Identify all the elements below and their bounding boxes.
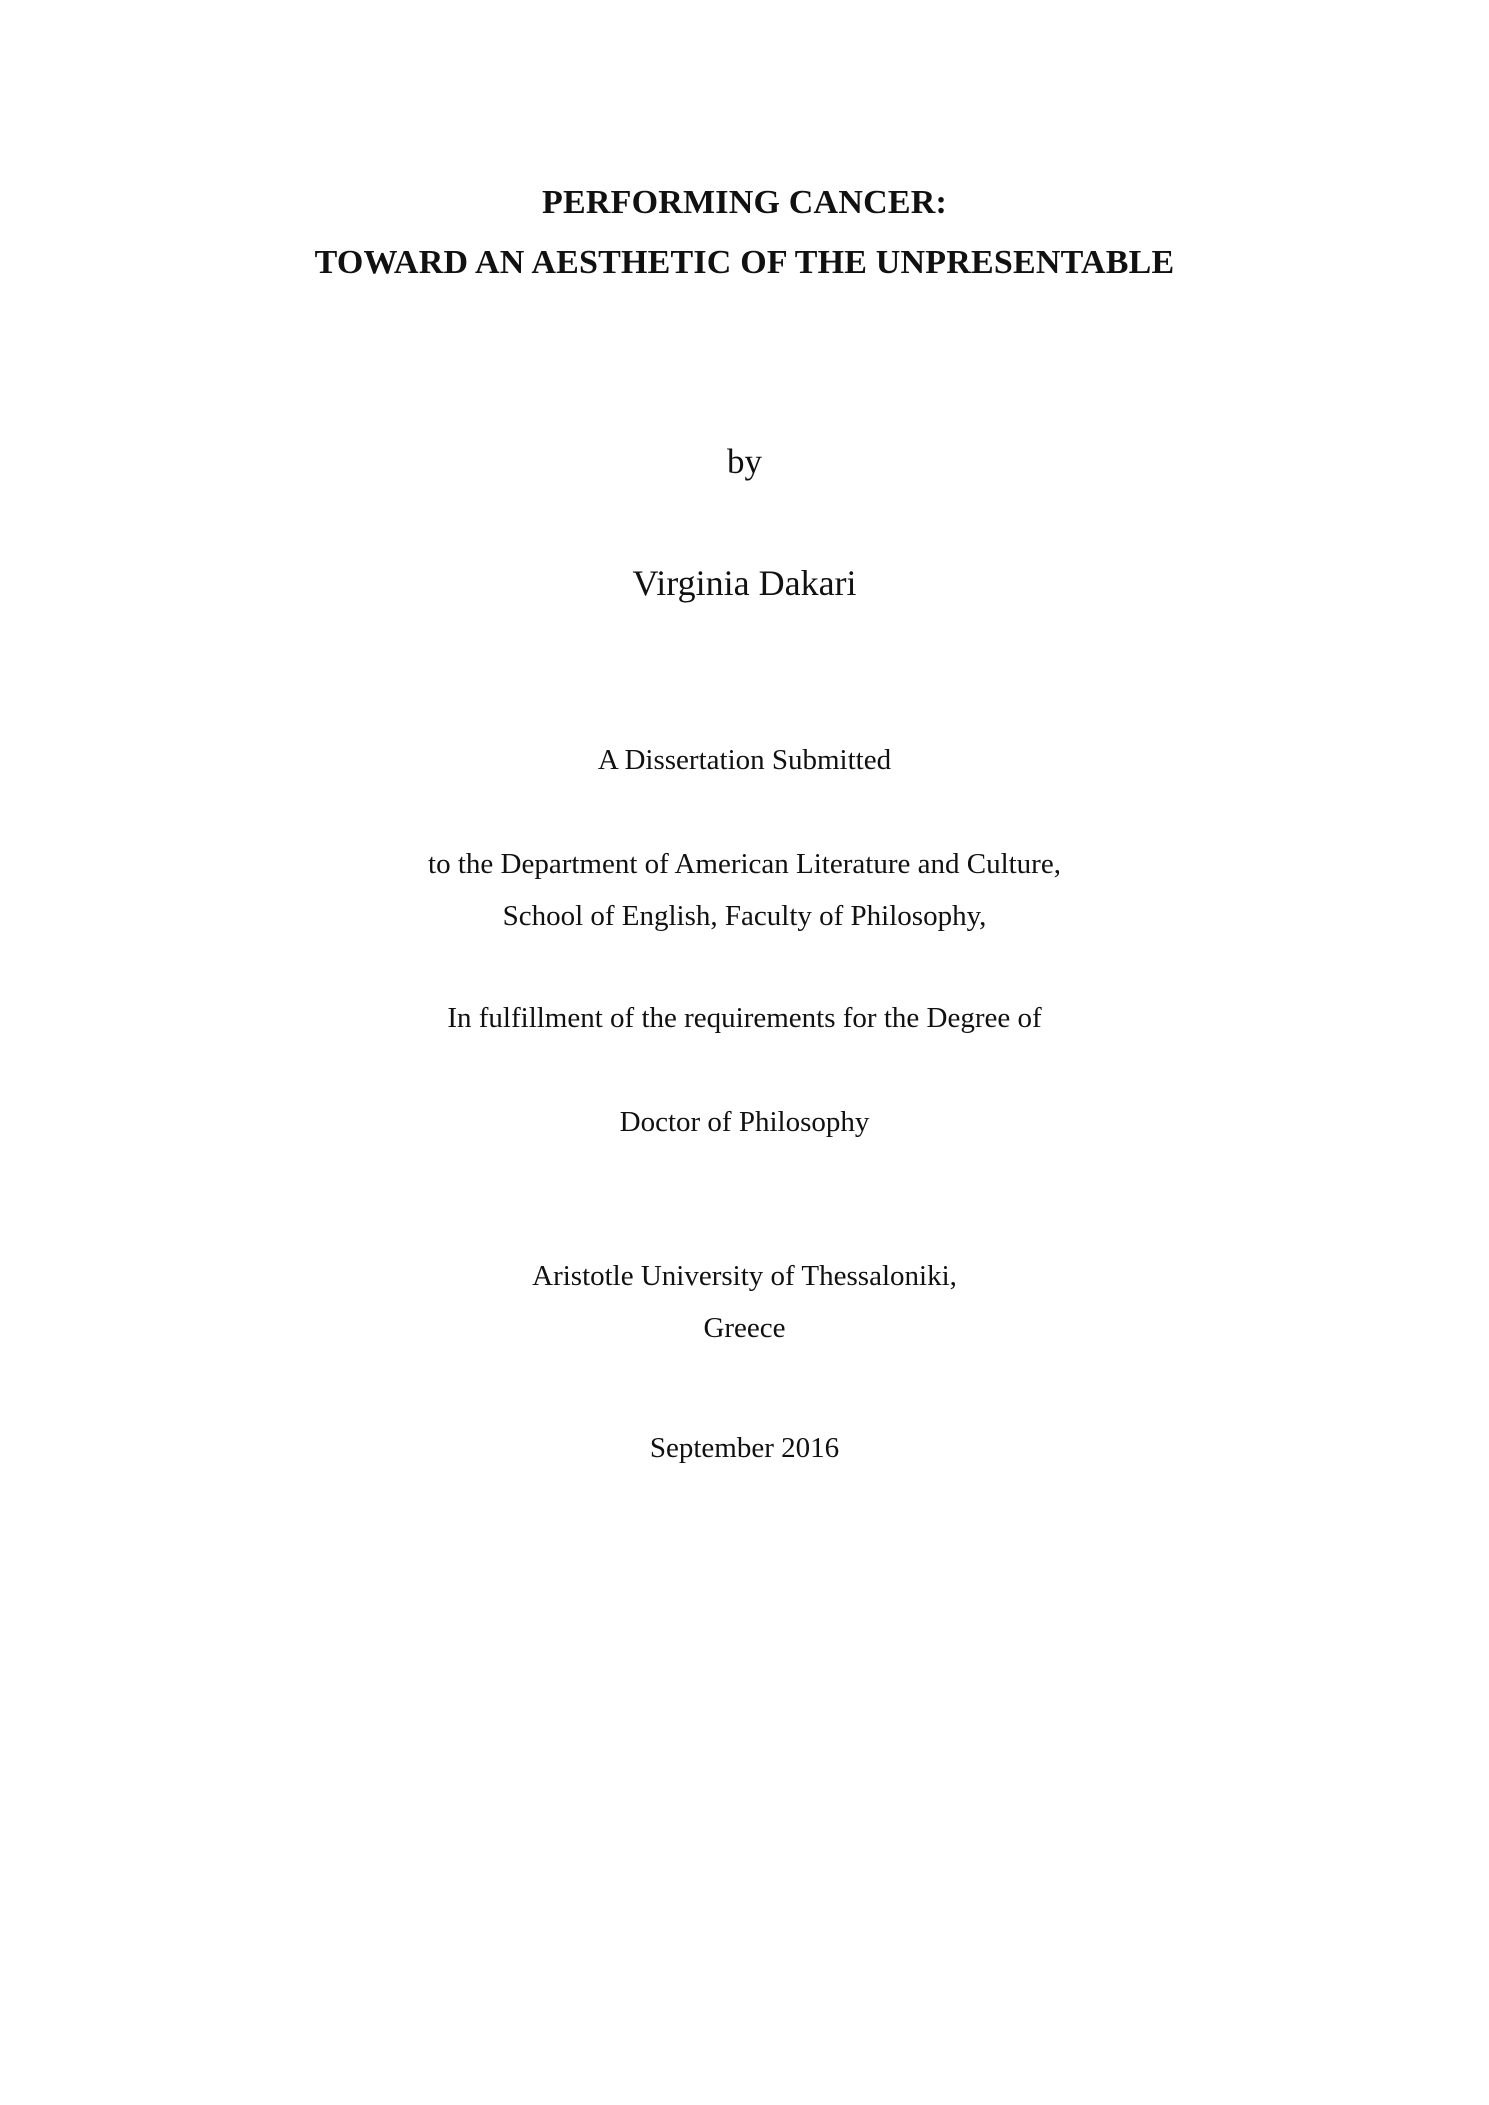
country-name: Greece (703, 1312, 786, 1344)
fulfillment-line: In fulfillment of the requirements for the Degree of (447, 1002, 1042, 1034)
department-line: to the Department of American Literature and Culture, (428, 848, 1061, 880)
submission-statement: A Dissertation Submitted (597, 744, 892, 776)
dissertation-title-line-2: TOWARD AN AESTHETIC OF THE UNPRESENTABLE (314, 244, 1175, 281)
author-name: Virginia Dakari (632, 563, 857, 603)
university-name: Aristotle University of Thessaloniki, (532, 1260, 957, 1292)
school-line: School of English, Faculty of Philosophy, (502, 900, 987, 932)
degree-name: Doctor of Philosophy (619, 1106, 870, 1138)
submission-date: September 2016 (649, 1432, 840, 1464)
dissertation-title-line-1: PERFORMING CANCER: (542, 184, 947, 221)
by-label: by (727, 442, 762, 481)
